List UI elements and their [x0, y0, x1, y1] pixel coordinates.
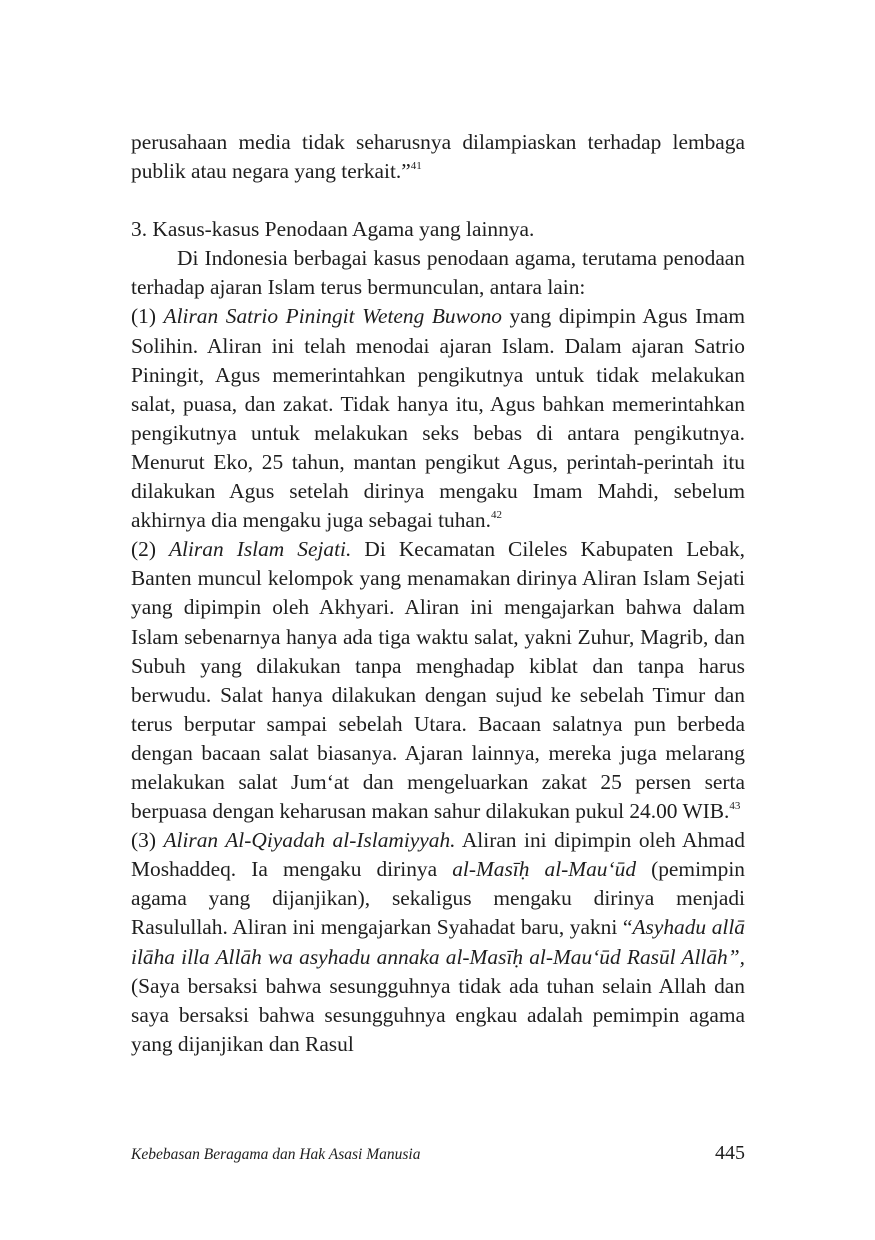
item-text: (pemimpin agama yang dijanjikan), sekaligus mengaku dirinya menjadi Rasulullah. Aliran ini mengajarkan Syahadat baru, yakni “	[131, 857, 745, 940]
item-text: (Saya bersaksi bahwa sesungguhnya tidak ada tuhan selain Allah dan saya bersaksi bahwa sesungguhnya engkau adalah pemimpin agama yang dijanjikan dan Rasul	[131, 973, 745, 1056]
page-footer	[131, 1142, 745, 1165]
item-title: Aliran Islam Sejati.	[168, 537, 352, 562]
item-text: Aliran ini dipimpin oleh Ahmad Moshaddeq. Ia mengaku dirinya	[131, 828, 745, 882]
page-number: 445	[715, 1142, 745, 1164]
paragraph-gap	[131, 186, 745, 215]
item-text: yang dipimpin Agus Imam Solihin. Aliran ini telah menodai ajaran Islam. Dalam ajaran Satrio Piningit, Agus memerintahkan pengikutnya untuk tidak melakukan salat, puasa, dan zakat. Tidak hanya itu, Agus bahkan memerintahkan pengikutnya untuk melakukan seks bebas di antara pengikutnya. Menurut Eko, 25 tahun, mantan pengikut Agus, perintah-perintah itu dilakukan Agus setelah dirinya mengaku Imam Mahdi, sebelum akhirnya dia mengaku juga sebagai tuhan.	[131, 304, 745, 533]
item-text: Di Kecamatan Cileles Kabupaten Lebak, Banten muncul kelompok yang menamakan dirinya Aliran Islam Sejati yang dipimpin oleh Akhyari. Aliran ini mengajarkan bahwa dalam Islam sebenarnya hanya ada tiga waktu salat, yakni Zuhur, Magrib, dan Subuh yang dilakukan tanpa menghadap kiblat dan tanpa harus berwudu. Salat hanya dilakukan dengan sujud ke sebelah Timur dan terus berputar sampai sebelah Utara. Bacaan salatnya pun berbeda dengan bacaan salat biasanya. Ajaran lainnya, mereka juga melarang melakukan salat Jum‘at dan mengeluarkan zakat 25 persen serta berpuasa dengan keharusan makan sahur dilakukan pukul 24.00 WIB.	[131, 537, 745, 824]
list-item-2	[131, 535, 745, 826]
page-body	[131, 128, 745, 1059]
list-item-1	[131, 302, 745, 535]
section-heading: 3. Kasus-kasus Penodaan Agama yang lainnya.	[131, 217, 535, 242]
book-title: Kebebasan Beragama dan Hak Asasi Manusia	[131, 1146, 421, 1163]
footnote-ref-42[interactable]: 42	[490, 509, 502, 522]
list-item-3	[131, 826, 745, 1059]
item-number: (1)	[131, 304, 164, 329]
item-term: al-Masīḥ al-Mau‘ūd	[452, 857, 637, 882]
item-title: Aliran Satrio Piningit Weteng Buwono	[163, 304, 502, 329]
item-title: Aliran Al-Qiyadah al-Islamiyyah.	[163, 828, 456, 853]
paragraph-text: perusahaan media tidak seharusnya dilampiaskan terhadap lembaga publik atau negara yang terkait.”	[131, 130, 745, 184]
paragraph-intro: Di Indonesia berbagai kasus penodaan agama, terutama penodaan terhadap ajaran Islam terus bermunculan, antara lain:	[131, 246, 745, 300]
item-number: (2)	[131, 537, 169, 562]
item-number: (3)	[131, 828, 164, 853]
item-quote: Asyhadu allā ilāha illa Allāh wa asyhadu annaka al-Masīḥ al-Mau‘ūd Rasūl Allāh”,	[131, 915, 745, 969]
footnote-ref-41[interactable]: 41	[410, 160, 422, 173]
paragraph-continuation	[131, 128, 745, 186]
footnote-ref-43[interactable]: 43	[729, 800, 741, 813]
